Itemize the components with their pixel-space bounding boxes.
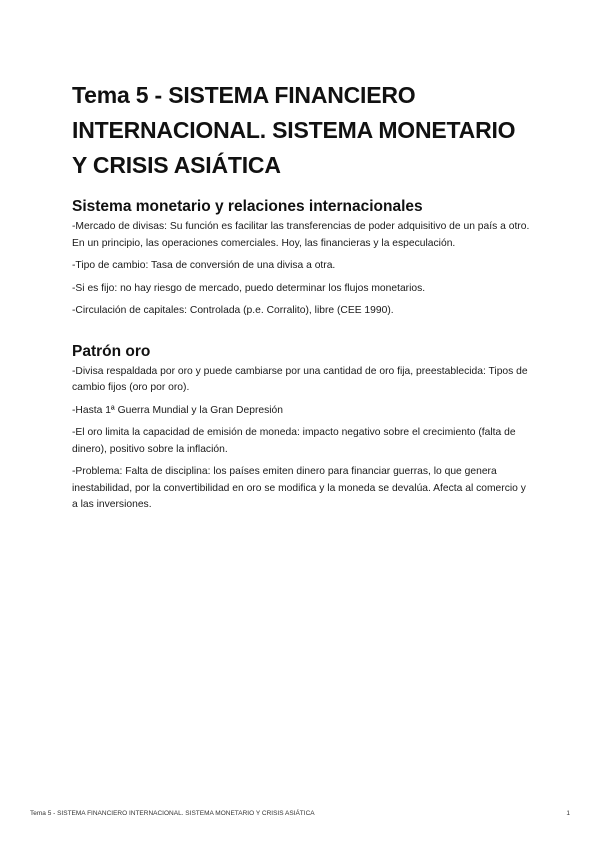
section-heading: Patrón oro (72, 342, 151, 360)
page-footer (30, 810, 570, 817)
paragraph: -Circulación de capitales: Controlada (p.e. Corralito), libre (CEE 1990). (72, 305, 394, 316)
section-sistema-monetario (72, 197, 532, 320)
section-patron-oro (72, 342, 532, 514)
paragraph: -Si es fijo: no hay riesgo de mercado, puedo determinar los flujos monetarios. (72, 282, 426, 294)
paragraph: -Mercado de divisas: Su función es facilitar las transferencias de poder adquisitivo de un país a otro. En un principio, las operaciones comerciales. Hoy, las financieras y la especulación. (72, 221, 530, 249)
paragraph: -Tipo de cambio: Tasa de conversión de una divisa a otra. (72, 260, 336, 271)
section-heading: Sistema monetario y relaciones internacionales (72, 198, 423, 215)
page-number: 1 (566, 810, 570, 817)
paragraph: -El oro limita la capacidad de emisión de moneda: impacto negativo sobre el crecimiento (falta de dinero), positivo sobre la inflación. (72, 427, 516, 455)
footer-text: Tema 5 - SISTEMA FINANCIERO INTERNACIONAL. SISTEMA MONETARIO Y CRISIS ASIÁTICA (30, 810, 315, 817)
page-content (72, 78, 532, 514)
paragraph: -Hasta 1ª Guerra Mundial y la Gran Depresión (72, 404, 283, 416)
paragraph: -Problema: Falta de disciplina: los países emiten dinero para financiar guerras, lo que genera inestabilidad, por la convertibilidad en oro se modifica y la moneda se devalúa. Afecta al comercio y a las inversiones. (72, 466, 526, 510)
paragraph: -Divisa respaldada por oro y puede cambiarse por una cantidad de oro fija, preestablecida: Tipos de cambio fijos (oro por oro). (72, 365, 528, 393)
document-title: Tema 5 - SISTEMA FINANCIERO INTERNACIONAL. SISTEMA MONETARIO Y CRISIS ASIÁTICA (72, 82, 516, 178)
